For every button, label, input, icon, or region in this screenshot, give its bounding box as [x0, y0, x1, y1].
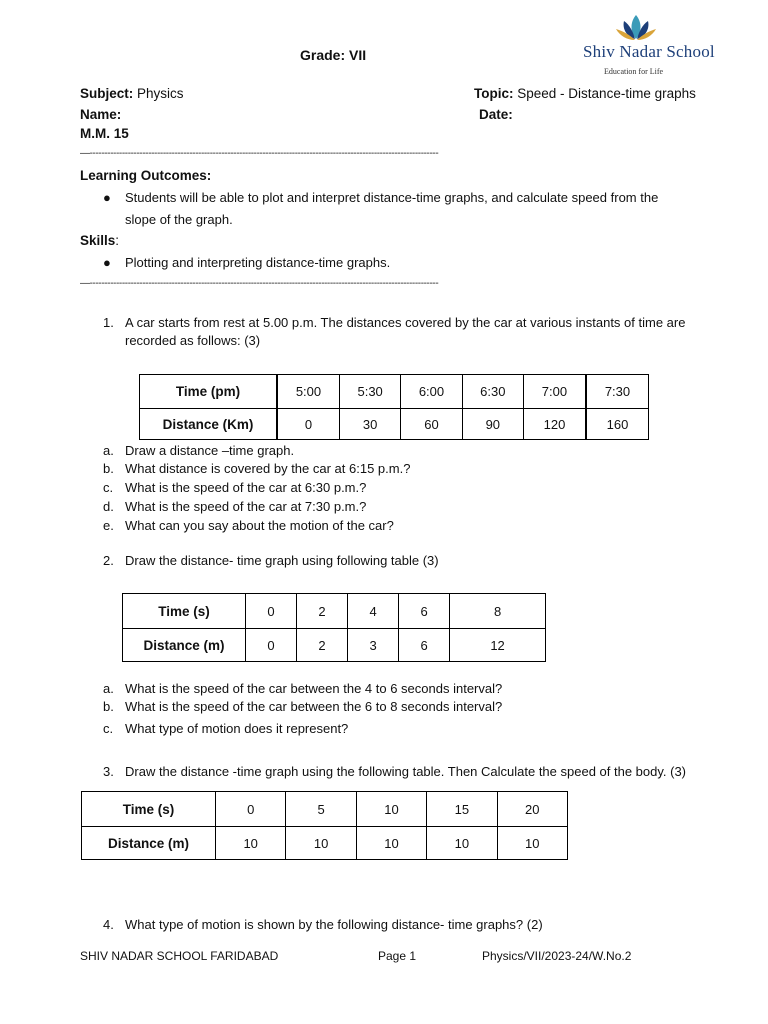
- table-cell: 90: [462, 409, 523, 440]
- q2-sub-label: c.: [103, 721, 114, 736]
- subject-value: Physics: [137, 86, 184, 101]
- table-cell: 0: [277, 409, 339, 440]
- separator-line: —-----------------------------------------------------------------------------------------------------------------------: [80, 148, 439, 159]
- table-header-cell: Distance (m): [82, 827, 216, 860]
- q3-table: [81, 791, 568, 860]
- table-cell: 0: [246, 594, 297, 629]
- lotus-icon: [580, 12, 692, 46]
- topic-field: [474, 86, 696, 101]
- table-cell: 0: [246, 629, 297, 662]
- q2-text: Draw the distance- time graph using following table (3): [125, 553, 439, 568]
- table-cell: 3: [348, 629, 399, 662]
- skills-colon: :: [115, 233, 120, 248]
- q1-table: [139, 374, 649, 440]
- table-cell: 7:30: [586, 375, 649, 409]
- grade-heading: Grade: VII: [300, 47, 367, 63]
- table-cell: 6:00: [401, 375, 462, 409]
- table-row: [140, 375, 649, 409]
- table-cell: 15: [427, 792, 497, 827]
- learning-outcome-line2: slope of the graph.: [125, 212, 233, 227]
- subject-label: Subject:: [80, 86, 134, 101]
- table-cell: 0: [216, 792, 286, 827]
- subject-field: [80, 86, 184, 101]
- table-cell: 60: [401, 409, 462, 440]
- table-cell: 10: [286, 827, 356, 860]
- table-header-cell: Time (s): [123, 594, 246, 629]
- learning-outcome-line1: Students will be able to plot and interpret distance-time graphs, and calculate speed from the: [125, 190, 659, 205]
- table-cell: 10: [356, 827, 426, 860]
- table-cell: 160: [586, 409, 649, 440]
- q1-sub-text: What is the speed of the car at 6:30 p.m.?: [125, 480, 367, 495]
- table-cell: 2: [297, 594, 348, 629]
- q2-sub-label: a.: [103, 681, 114, 696]
- date-label: Date:: [479, 107, 513, 122]
- footer-page: [378, 949, 416, 963]
- footer-code: Physics/VII/2023-24/W.No.2: [482, 949, 632, 963]
- table-header-cell: Time (s): [82, 792, 216, 827]
- table-cell: 120: [523, 409, 585, 440]
- bullet-icon: ●: [103, 190, 111, 205]
- separator-line: —-----------------------------------------------------------------------------------------------------------------------: [80, 278, 439, 289]
- table-cell: 10: [216, 827, 286, 860]
- skills-item: Plotting and interpreting distance-time graphs.: [125, 255, 391, 270]
- q1-text-line2: recorded as follows: (3): [125, 333, 261, 348]
- q1-sub-label: b.: [103, 461, 114, 476]
- table-cell: 6:30: [462, 375, 523, 409]
- q2-sub-label: b.: [103, 699, 114, 714]
- name-label: Name:: [80, 107, 122, 122]
- q4-text: What type of motion is shown by the following distance- time graphs? (2): [125, 917, 543, 932]
- table-cell: 10: [497, 827, 567, 860]
- table-row: [140, 409, 649, 440]
- table-cell: 20: [497, 792, 567, 827]
- table-row: [123, 594, 546, 629]
- footer-page-number: 1: [409, 949, 417, 963]
- q2-sub-text: What type of motion does it represent?: [125, 721, 349, 736]
- skills-title: [80, 233, 119, 248]
- q1-sub-text: What can you say about the motion of the car?: [125, 518, 394, 533]
- q1-sub-text: What is the speed of the car at 7:30 p.m.?: [125, 499, 367, 514]
- q1-sub-label: d.: [103, 499, 114, 514]
- table-cell: 6: [399, 629, 450, 662]
- table-header-cell: Time (pm): [140, 375, 278, 409]
- table-cell: 30: [339, 409, 400, 440]
- table-row: [82, 827, 568, 860]
- logo-tagline: Education for Life: [604, 67, 664, 76]
- q1-sub-label: e.: [103, 518, 114, 533]
- footer-school: SHIV NADAR SCHOOL FARIDABAD: [80, 949, 279, 963]
- table-cell: 5:30: [339, 375, 400, 409]
- topic-label: Topic:: [474, 86, 514, 101]
- table-cell: 10: [427, 827, 497, 860]
- q2-sub-text: What is the speed of the car between the 6 to 8 seconds interval?: [125, 699, 503, 714]
- school-logo: [580, 12, 715, 80]
- table-cell: 6: [399, 594, 450, 629]
- table-cell: 5: [286, 792, 356, 827]
- learning-outcomes-title: Learning Outcomes:: [80, 168, 212, 183]
- q2-sub-text: What is the speed of the car between the 4 to 6 seconds interval?: [125, 681, 503, 696]
- q1-number: 1.: [103, 315, 114, 330]
- q2-table: [122, 593, 546, 662]
- topic-value: Speed - Distance-time graphs: [517, 86, 696, 101]
- skills-label: Skills: [80, 233, 116, 248]
- q3-text: Draw the distance -time graph using the following table. Then Calculate the speed of the body. (3): [125, 764, 687, 779]
- q1-sub-text: What distance is covered by the car at 6:15 p.m.?: [125, 461, 411, 476]
- table-cell: 10: [356, 792, 426, 827]
- table-cell: 4: [348, 594, 399, 629]
- table-cell: 7:00: [523, 375, 585, 409]
- table-cell: 5:00: [277, 375, 339, 409]
- table-header-cell: Distance (m): [123, 629, 246, 662]
- table-header-cell: Distance (Km): [140, 409, 278, 440]
- q1-text-line1: A car starts from rest at 5.00 p.m. The distances covered by the car at various instants of time are: [125, 315, 686, 330]
- table-cell: 2: [297, 629, 348, 662]
- bullet-icon: ●: [103, 255, 111, 270]
- table-cell: 12: [450, 629, 546, 662]
- q1-sub-label: c.: [103, 480, 114, 495]
- q4-number: 4.: [103, 917, 114, 932]
- table-row: [123, 629, 546, 662]
- logo-school-name: Shiv Nadar School: [583, 42, 715, 61]
- table-cell: 8: [450, 594, 546, 629]
- q1-sub-text: Draw a distance –time graph.: [125, 443, 295, 458]
- q3-number: 3.: [103, 764, 114, 779]
- max-marks: M.M. 15: [80, 126, 129, 141]
- q2-number: 2.: [103, 553, 114, 568]
- q1-sub-label: a.: [103, 443, 114, 458]
- footer-page-label: Page: [378, 949, 407, 963]
- table-row: [82, 792, 568, 827]
